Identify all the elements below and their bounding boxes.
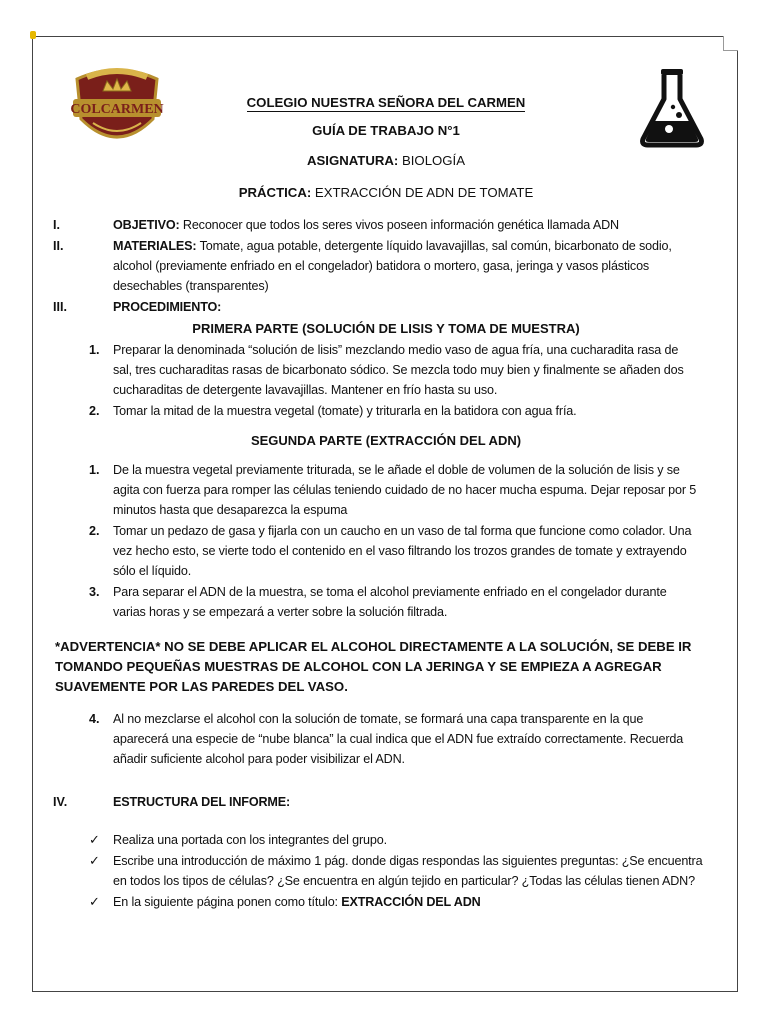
step4-number: 4.	[89, 712, 100, 726]
step4-line-2: aparecerá una especie de “nube blanca” la cual indica que el ADN fue extraído correctamente. Recuerda	[113, 732, 684, 746]
part2-step1-number: 1.	[89, 463, 100, 477]
part1-step1-line-1: Preparar la denominada “solución de lisis” mezclando medio vaso de agua fría, una cucharadita rasa de	[113, 343, 679, 357]
part1-step2-line-1: Tomar la mitad de la muestra vegetal (tomate) y triturarla en la batidora con agua fría.	[113, 404, 577, 418]
part2-step3-number: 3.	[89, 585, 100, 599]
pin-marker	[30, 31, 36, 39]
practice-label: PRÁCTICA:	[238, 185, 312, 200]
materials-line-2: alcohol (previamente enfriado en el congelador) batidora o mortero, gasa, jeringa y vasos plásticos	[113, 259, 650, 273]
subject-line	[33, 153, 739, 168]
procedure-label: PROCEDIMIENTO:	[113, 300, 222, 314]
part2-step3-line-1: Para separar el ADN de la muestra, se toma el alcohol previamente enfriado en el congelador durante	[113, 585, 667, 599]
part2-step1-line-3: minutos hasta que desaparezca la espuma	[113, 503, 348, 517]
report-item-3-bold: EXTRACCIÓN DEL ADN	[341, 895, 481, 909]
part2-title: SEGUNDA PARTE (EXTRACCIÓN DEL ADN)	[250, 433, 522, 448]
subject-label: ASIGNATURA:	[306, 153, 399, 168]
warning-line-1: *ADVERTENCIA* NO SE DEBE APLICAR EL ALCOHOL DIRECTAMENTE A LA SOLUCIÓN, SE DEBE IR	[55, 639, 692, 654]
step4-line-1: Al no mezclarse el alcohol con la solución de tomate, se formará una capa transparente en la que	[113, 712, 644, 726]
practice-value: EXTRACCIÓN DE ADN DE TOMATE	[311, 185, 534, 200]
checkmark-icon: ✓	[89, 853, 100, 868]
report-item-2-line-2: en todos los tipos de células? ¿Se encuentra en algún tejido en particular? ¿Todas las células tienen ADN?	[113, 874, 695, 888]
document-page	[32, 36, 738, 992]
page-corner-fold	[723, 36, 738, 51]
logo-text: COLCARMEN	[70, 102, 164, 117]
section-number-procedure: III.	[53, 300, 67, 314]
objective-text	[113, 215, 619, 235]
part1-step1-line-3: cucharaditas de detergente lavavajillas. Mantener en frío hasta su uso.	[113, 383, 498, 397]
part2-step2-line-2: vez hecho esto, se vierte todo el contenido en el vaso filtrando los trozos grandes de tomate y extrayendo	[113, 544, 687, 558]
objective-body: Reconocer que todos los seres vivos poseen información genética llamada ADN	[179, 218, 619, 232]
report-item-1: Realiza una portada con los integrantes del grupo.	[113, 833, 387, 847]
materials-label: MATERIALES:	[113, 239, 197, 253]
section-number-materials: II.	[53, 239, 64, 253]
subject-value: BIOLOGÍA	[398, 153, 466, 168]
school-title: COLEGIO NUESTRA SEÑORA DEL CARMEN	[246, 95, 526, 110]
report-label: ESTRUCTURA DEL INFORME:	[113, 795, 291, 809]
materials-line-1: MATERIALES: Tomate, agua potable, detergente líquido lavavajillas, sal común, bicarbonato de sodio,	[113, 239, 672, 253]
part2-step2-line-1: Tomar un pedazo de gasa y fijarla con un caucho en un vaso de tal forma que funcione como colador. Una	[113, 524, 692, 538]
checkmark-icon: ✓	[89, 894, 100, 909]
part1-title: PRIMERA PARTE (SOLUCIÓN DE LISIS Y TOMA DE MUESTRA)	[192, 321, 580, 336]
section-number-objective: I.	[53, 218, 60, 232]
section-number-report: IV.	[53, 795, 68, 809]
part2-step1-line-2: agita con fuerza para romper las células teniendo cuidado de no hacer mucha espuma. Dejar reposar por 5	[113, 483, 697, 497]
report-item-3: En la siguiente página ponen como título: EXTRACCIÓN DEL ADN	[113, 895, 481, 909]
part2-step2-line-3: sólo el líquido.	[113, 564, 192, 578]
report-item-2-line-1: Escribe una introducción de máximo 1 pág. donde digas respondas las siguientes preguntas: ¿Se encuentra	[113, 854, 703, 868]
guide-title: GUÍA DE TRABAJO N°1	[312, 123, 460, 138]
part1-step1-number: 1.	[89, 343, 100, 357]
part1-step1-line-2: sal, tres cucharaditas rasas de bicarbonato sódico. Se mezcla todo muy bien y finalmente se añaden dos	[113, 363, 684, 377]
part2-step1-line-1: De la muestra vegetal previamente triturada, se le añade el doble de volumen de la solución de lisis y se	[113, 463, 680, 477]
objective-label: OBJETIVO:	[113, 218, 180, 232]
checkmark-icon: ✓	[89, 832, 100, 847]
materials-line-3: desechables (transparentes)	[113, 279, 269, 293]
warning-line-3: SUAVEMENTE POR LAS PAREDES DEL VASO.	[55, 679, 348, 694]
part2-step3-line-2: varias horas y se empezará a verter sobre la solución filtrada.	[113, 605, 448, 619]
part1-step2-number: 2.	[89, 404, 100, 418]
part2-step2-number: 2.	[89, 524, 100, 538]
step4-line-3: añadir suficiente alcohol para poder visibilizar el ADN.	[113, 752, 405, 766]
practice-line	[33, 185, 739, 200]
warning-line-2: TOMANDO PEQUEÑAS MUESTRAS DE ALCOHOL CON LA JERINGA Y SE EMPIEZA A AGREGAR	[55, 659, 662, 674]
